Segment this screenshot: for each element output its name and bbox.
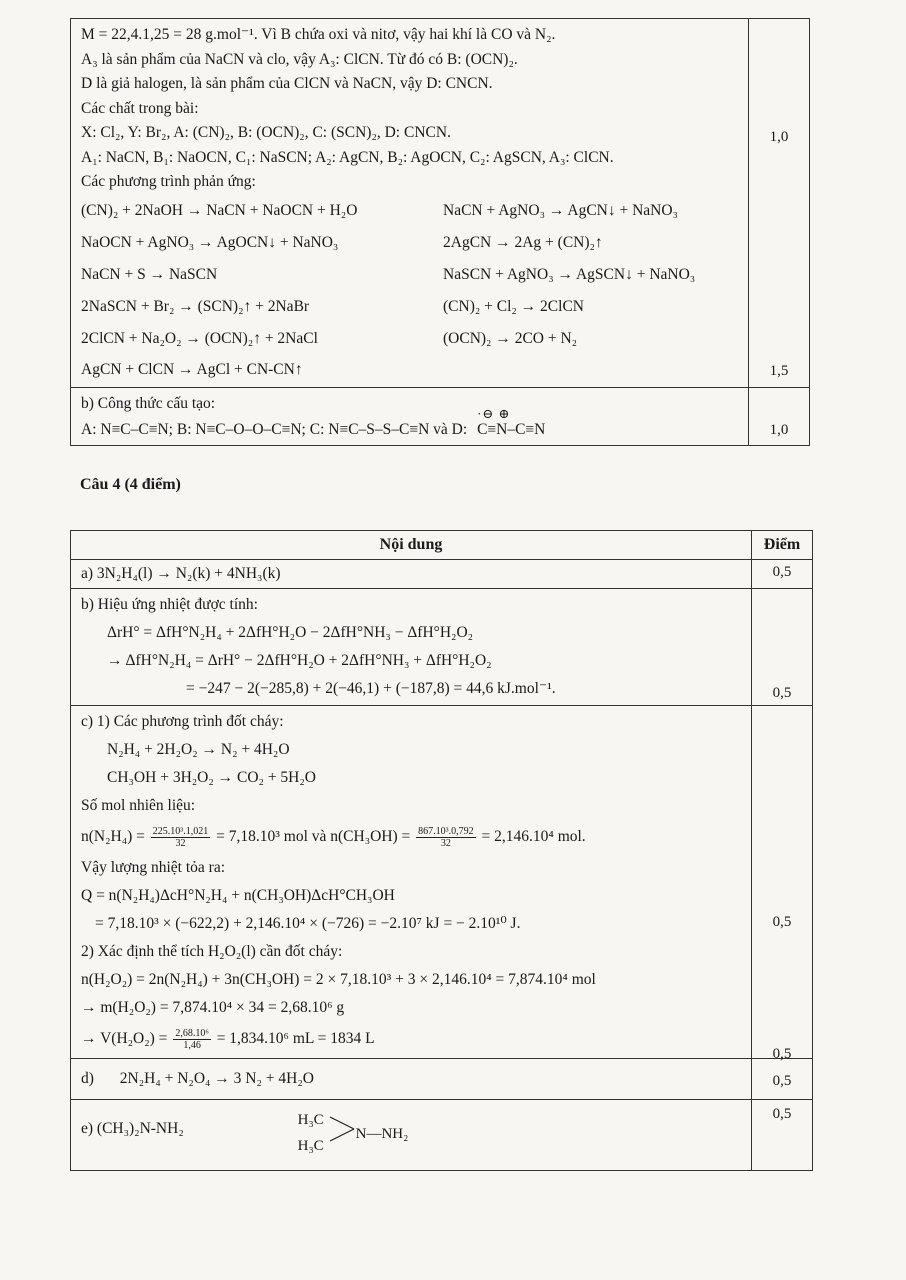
content-cell: [71, 1059, 752, 1100]
charge-marks: ·⊖ ⊕: [477, 406, 511, 421]
structure-text: A: N≡C–C≡N; B: N≡C–O–O–C≡N; C: N≡C–S–S–C≡N và D:: [81, 421, 468, 438]
answer-a: a) 3N₂H₄(l) → N₂(k) + 4NH₃(k): [81, 565, 281, 582]
table-row: [71, 1059, 813, 1100]
equation: = −247 − 2(−285,8) + 2(−46,1) + (−187,8) = 44,6 kJ.mol⁻¹.: [186, 680, 556, 697]
text-line: X: Cl₂, Y: Br₂, A: (CN)₂, B: (OCN)₂, C: (SCN)₂, D: CNCN.: [81, 124, 451, 141]
equation-part: = 7,18.10³ mol và n(CH₃OH) =: [216, 828, 411, 845]
equation-part: n(N₂H₄) =: [81, 828, 145, 845]
equation: N₂H₄ + 2H₂O₂ → N₂ + 4H₂O: [107, 741, 290, 758]
table-row: [71, 560, 813, 589]
table-row: [71, 19, 810, 388]
reaction-equation: NaCN + S → NaSCN: [81, 265, 218, 283]
score-cell: [752, 1100, 813, 1171]
text-line: Vậy lượng nhiệt tỏa ra:: [81, 859, 226, 876]
text-line: Các chất trong bài:: [81, 99, 199, 117]
reaction-equation: 2NaSCN + Br₂ → (SCN)₂↑ + 2NaBr: [81, 297, 310, 315]
content-cell: [71, 19, 749, 388]
answer-table-question4: [70, 530, 813, 1171]
score-value: 1,0: [769, 421, 789, 438]
reaction-equation: NaOCN + AgNO₃ → AgOCN↓ + NaNO₃: [81, 233, 339, 251]
content-cell: [71, 589, 752, 706]
methyl-group: H₃C: [297, 1138, 324, 1154]
equation: = 7,18.10³ × (−622,2) + 2,146.10⁴ × (−726) = −2.10⁷ kJ = − 2.10¹⁰ J.: [95, 915, 521, 932]
reaction-equation: (OCN)₂ → 2CO + N₂: [443, 329, 578, 347]
amine-group: N—NH₂: [355, 1126, 409, 1142]
equation: ΔrH° = ΔfH°N₂H₄ + 2ΔfH°H₂O − 2ΔfH°NH₃ − ΔfH°H₂O₂: [107, 624, 474, 641]
fraction: [151, 826, 211, 849]
text-line: Các phương trình phản ứng:: [81, 173, 256, 190]
fraction-numerator: 225.10³.1,021: [152, 825, 209, 837]
text-line: M = 22,4.1,25 = 28 g.mol⁻¹. Vì B chứa oxi và nitơ, vậy hai khí là CO và N₂.: [81, 26, 556, 43]
table-row: [71, 1100, 813, 1171]
score-value: 0,5: [772, 564, 792, 580]
fraction-numerator: 867.10³.0,792: [418, 825, 474, 837]
reaction-equation: (CN)₂ + Cl₂ → 2ClCN: [443, 297, 584, 315]
equation-part: → V(H₂O₂) =: [81, 1030, 168, 1047]
d-structure-formula: C≡N–C≡N: [477, 421, 546, 438]
column-header-score: Điểm: [752, 531, 813, 560]
equation: Q = n(N₂H₄)ΔcH°N₂H₄ + n(CH₃OH)ΔcH°CH₃OH: [81, 887, 395, 904]
content-cell: [71, 1100, 752, 1171]
equation: [81, 1022, 743, 1056]
table-row: [71, 589, 813, 706]
reaction-grid: [81, 195, 740, 355]
equation: CH₃OH + 3H₂O₂ → CO₂ + 5H₂O: [107, 769, 316, 786]
reaction-equation: 2ClCN + Na₂O₂ → (OCN)₂↑ + 2NaCl: [81, 329, 318, 347]
text-line: b) Công thức cấu tạo:: [81, 394, 216, 412]
fraction-denominator: 32: [440, 837, 451, 849]
score-value: 0,5: [772, 1106, 792, 1122]
reaction-equation: AgCN + ClCN → AgCl + CN-CN↑: [81, 360, 303, 378]
methyl-group: H₃C: [297, 1112, 324, 1128]
text-line: 2) Xác định thể tích H₂O₂(l) cần đốt cháy:: [81, 943, 343, 960]
score-value: 1,0: [769, 129, 789, 145]
answer-c-title: c) 1) Các phương trình đốt cháy:: [81, 713, 284, 730]
equation: → m(H₂O₂) = 7,874.10⁴ × 34 = 2,68.10⁶ g: [81, 999, 345, 1016]
equation: n(H₂O₂) = 2n(N₂H₄) + 3n(CH₃OH) = 2 × 7,18.10³ + 3 × 2,146.10⁴ = 7,874.10⁴ mol: [81, 971, 596, 988]
score-value: 0,5: [772, 685, 792, 701]
text-line: [81, 406, 740, 443]
reaction-equation: NaSCN + AgNO₃ → AgSCN↓ + NaNO₃: [443, 265, 696, 283]
equation: → ΔfH°N₂H₄ = ΔrH° − 2ΔfH°H₂O + 2ΔfH°NH₃ + ΔfH°H₂O₂: [107, 652, 492, 669]
answer-b-title: b) Hiệu ứng nhiệt được tính:: [81, 596, 258, 613]
dimethylhydrazine-structure: [298, 1106, 448, 1152]
content-cell: [71, 706, 752, 1059]
question-heading: Câu 4 (4 điểm): [80, 476, 181, 493]
text-line: D là giả halogen, là sản phẩm của ClCN và NaCN, vậy D: CNCN.: [81, 75, 493, 92]
fraction-numerator: 2,68.10⁶: [175, 1027, 209, 1039]
reaction-equation: NaCN + AgNO₃ → AgCN↓ + NaNO₃: [443, 201, 678, 219]
answer-table-part3: [70, 18, 810, 446]
score-value: 1,5: [769, 363, 789, 379]
score-value: 0,5: [772, 1073, 792, 1089]
table-row: [71, 706, 813, 1059]
table-row: [71, 387, 810, 445]
score-value: 0,5: [772, 1046, 792, 1062]
score-cell: [752, 560, 813, 589]
equation: 2N₂H₄ + N₂O₄ → 3 N₂ + 4H₂O: [119, 1070, 314, 1087]
score-value: 0,5: [772, 914, 792, 930]
equation-part: = 2,146.10⁴ mol.: [481, 828, 586, 845]
reaction-equation: 2AgCN → 2Ag + (CN)₂↑: [443, 233, 603, 251]
score-cell: [752, 706, 813, 1062]
equation: [81, 820, 743, 854]
equation-part: = 1,834.10⁶ mL = 1834 L: [216, 1030, 375, 1047]
score-cell: [749, 19, 810, 388]
column-header-content: Nội dung: [71, 531, 752, 560]
text-line: A₁: NaCN, B₁: NaOCN, C₁: NaSCN; A₂: AgCN, B₂: AgOCN, C₂: AgSCN, A₃: ClCN.: [81, 148, 614, 166]
reaction-equation: (CN)₂ + 2NaOH → NaCN + NaOCN + H₂O: [81, 201, 358, 219]
table-header-row: [71, 531, 813, 560]
fraction-denominator: 1,46: [183, 1039, 201, 1051]
bond-lines: [328, 1114, 356, 1144]
d-structure: [477, 406, 546, 443]
answer-e-label: e) (CH₃)₂N-NH₂: [81, 1120, 184, 1137]
fraction: [416, 826, 476, 849]
score-cell: [752, 589, 813, 706]
score-cell: [749, 387, 810, 445]
content-cell: [71, 387, 749, 445]
text-line: A₃ là sản phẩm của NaCN và clo, vậy A₃: ClCN. Từ đó có B: (OCN)₂.: [81, 50, 518, 68]
fraction-denominator: 32: [175, 837, 186, 849]
content-cell: [71, 560, 752, 589]
answer-d-label: d): [81, 1070, 94, 1087]
text-line: Số mol nhiên liệu:: [81, 797, 196, 814]
score-cell: [752, 1059, 813, 1100]
fraction: [173, 1028, 211, 1051]
